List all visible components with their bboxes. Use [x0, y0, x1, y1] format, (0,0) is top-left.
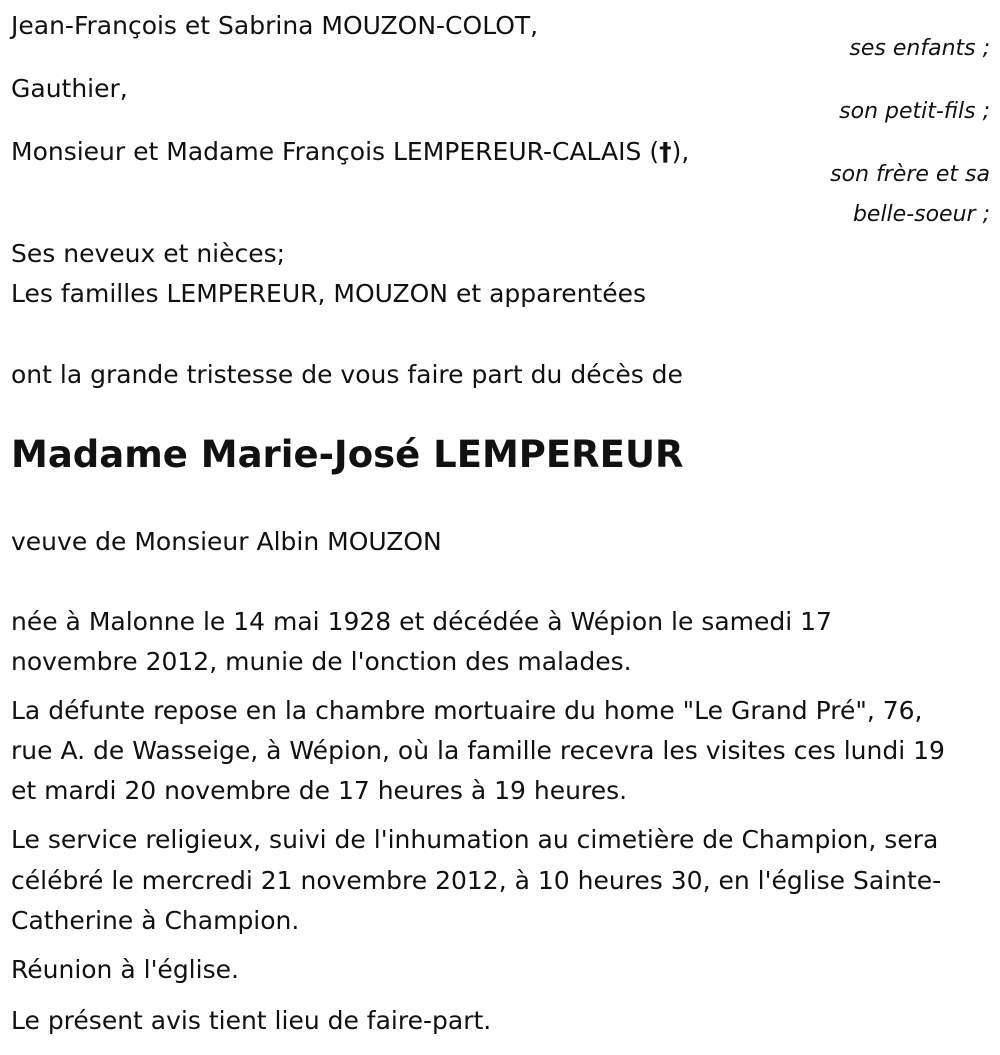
paragraph-line: célébré le mercredi 21 novembre 2012, à 10 heures 30, en l'église Sainte-: [11, 866, 942, 895]
paragraph-line: rue A. de Wasseige, à Wépion, où la famille recevra les visites ces lundi 19: [11, 736, 945, 765]
deceased-name: Madame Marie-José LEMPEREUR: [11, 433, 684, 476]
announcement-text: ont la grande tristesse de vous faire part du décès de: [11, 360, 683, 389]
deceased-cross-icon: †: [659, 137, 672, 166]
paragraph-line: Catherine à Champion.: [11, 906, 300, 935]
paragraph-meeting: Réunion à l'église.: [11, 955, 239, 984]
paragraph-line: Le service religieux, suivi de l'inhumation au cimetière de Champion, sera: [11, 825, 939, 854]
family-member-brother: [11, 132, 689, 172]
paragraph-line: et mardi 20 novembre de 17 heures à 19 heures.: [11, 776, 628, 805]
nephews-nieces: Ses neveux et nièces;: [11, 239, 286, 268]
paragraph-notice: Le présent avis tient lieu de faire-part.: [11, 1006, 492, 1035]
paragraph-line: novembre 2012, munie de l'onction des malades.: [11, 647, 632, 676]
relation-brother-line2: belle-soeur ;: [852, 202, 990, 227]
relation-brother-line1: son frère et sa: [830, 162, 990, 187]
brother-name-end: ),: [671, 137, 690, 166]
relation-grandson: son petit-fils ;: [839, 99, 990, 124]
family-member-grandson: Gauthier,: [11, 74, 128, 103]
family-member-children: Jean-François et Sabrina MOUZON-COLOT,: [11, 11, 539, 40]
brother-name-start: Monsieur et Madame François LEMPEREUR-CALAIS (: [11, 137, 660, 166]
families-line: Les familles LEMPEREUR, MOUZON et apparentées: [11, 279, 647, 308]
paragraph-line: La défunte repose en la chambre mortuaire du home "Le Grand Pré", 76,: [11, 696, 923, 725]
paragraph-line: née à Malonne le 14 mai 1928 et décédée à Wépion le samedi 17: [11, 607, 832, 636]
widow-of: veuve de Monsieur Albin MOUZON: [11, 527, 442, 556]
relation-children: ses enfants ;: [849, 36, 990, 61]
